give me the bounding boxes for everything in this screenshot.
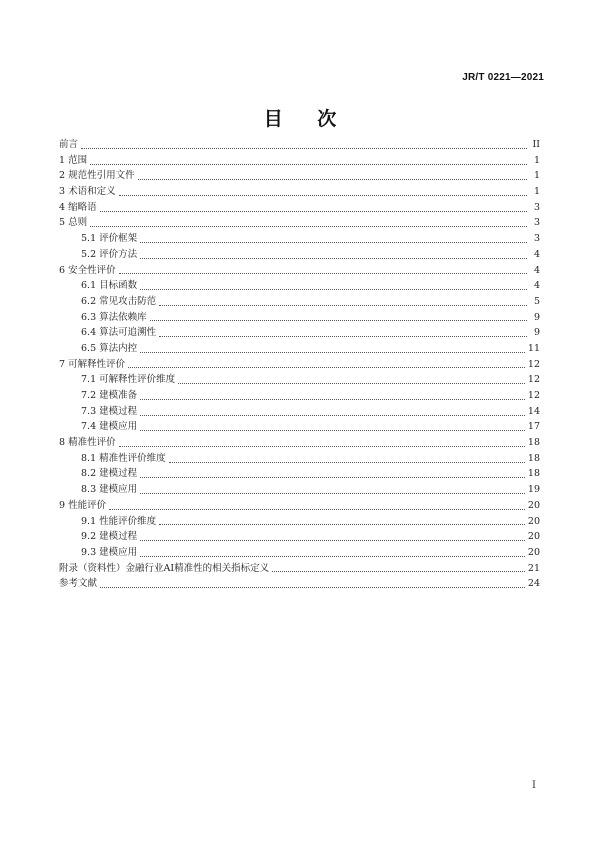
dot-leader	[159, 335, 527, 337]
toc-entry-page: 4	[533, 264, 540, 276]
dot-leader	[150, 319, 527, 321]
dot-leader	[140, 539, 525, 541]
toc-entry-page: 1	[533, 170, 540, 182]
toc-entry[interactable]	[59, 263, 540, 279]
dot-leader	[128, 366, 525, 368]
toc-entry-page: 12	[527, 374, 540, 386]
toc-entry[interactable]	[59, 310, 540, 326]
toc-entry[interactable]	[59, 231, 540, 247]
toc-entry-page: 3	[533, 217, 540, 229]
toc-entry-page: 12	[527, 358, 540, 370]
dot-leader	[140, 414, 525, 416]
toc-entry-label: 8.3 建模应用	[81, 484, 138, 496]
toc-entry[interactable]	[59, 137, 540, 153]
toc-entry-label: 6 安全性评价	[59, 264, 116, 276]
toc-entry-label: 前言	[59, 139, 79, 150]
page-number: I	[532, 780, 536, 791]
toc-entry-label: 9.2 建模过程	[81, 531, 138, 543]
toc-entry[interactable]	[59, 514, 540, 530]
dot-leader	[140, 241, 527, 243]
toc-entry-label: 附录（资料性）金融行业AI精准性的相关指标定义	[59, 562, 270, 574]
toc-entry-label: 5.2 评价方法	[81, 248, 138, 260]
toc-entry-label: 6.4 算法可追溯性	[81, 327, 157, 339]
page-title: 目 次	[263, 108, 351, 130]
toc-entry-label: 7.4 建模应用	[81, 421, 138, 433]
dot-leader	[119, 272, 527, 274]
toc-entry-page: 20	[527, 515, 540, 527]
toc-entry-label: 1 范围	[59, 154, 88, 166]
toc-entry-label: 8.2 建模过程	[81, 468, 138, 480]
toc-entry[interactable]	[59, 466, 540, 482]
toc-entry-page: 20	[527, 546, 540, 558]
toc-entry[interactable]	[59, 498, 540, 514]
dot-leader	[159, 304, 527, 306]
toc-entry[interactable]	[59, 325, 540, 341]
toc-entry-label: 9 性能评价	[59, 499, 107, 511]
dot-leader	[90, 163, 527, 165]
toc-entry-page: 1	[533, 186, 540, 198]
toc-entry-label: 2 规范性引用文件	[59, 170, 135, 182]
toc-entry-label: 6.2 常见攻击防范	[81, 295, 157, 307]
toc-entry-label: 9.3 建模应用	[81, 546, 138, 558]
toc-entry[interactable]	[59, 357, 540, 373]
dot-leader	[90, 225, 527, 227]
toc-entry-label: 8.1 精准性评价维度	[81, 452, 166, 464]
toc-entry[interactable]	[59, 278, 540, 294]
dot-leader	[119, 445, 525, 447]
toc-entry[interactable]	[59, 576, 540, 592]
dot-leader	[81, 147, 527, 149]
toc-entry-page: 9	[533, 327, 540, 339]
toc-entry[interactable]	[59, 482, 540, 498]
toc-entry-page: 20	[527, 531, 540, 543]
toc-entry-label: 9.1 性能评价维度	[81, 515, 157, 527]
toc-entry-label: 7.3 建模过程	[81, 405, 138, 417]
toc-entry-label: 5.1 评价框架	[81, 233, 138, 245]
document-code: JR/T 0221—2021	[462, 72, 544, 83]
dot-leader	[140, 476, 525, 478]
toc-entry-page: 24	[527, 578, 540, 590]
toc-entry-page: 9	[533, 311, 540, 323]
toc-entry[interactable]	[59, 247, 540, 263]
dot-leader	[272, 570, 525, 572]
toc-entry-page: II	[532, 139, 540, 150]
dot-leader	[140, 257, 527, 259]
toc-entry[interactable]	[59, 529, 540, 545]
toc-entry-label: 7 可解释性评价	[59, 358, 126, 370]
toc-entry[interactable]	[59, 215, 540, 231]
toc-entry-page: 3	[533, 201, 540, 213]
toc-entry[interactable]	[59, 341, 540, 357]
toc-entry-label: 7.1 可解释性评价维度	[81, 374, 176, 386]
toc-entry-page: 4	[533, 280, 540, 292]
toc-entry-label: 8 精准性评价	[59, 437, 116, 449]
dot-leader	[159, 523, 525, 525]
toc-entry-label: 5 总则	[59, 217, 88, 229]
dot-leader	[138, 178, 527, 180]
dot-leader	[119, 194, 527, 196]
toc-entry-page: 18	[527, 437, 540, 449]
dot-leader	[178, 382, 525, 384]
dot-leader	[169, 461, 525, 463]
toc-entry-label: 7.2 建模准备	[81, 390, 138, 401]
toc-entry-page: 20	[527, 499, 540, 511]
toc-entry[interactable]	[59, 388, 540, 404]
toc-entry-label: 参考文献	[59, 578, 98, 590]
toc-entry-label: 3 术语和定义	[59, 186, 116, 198]
toc-entry[interactable]	[59, 545, 540, 561]
toc-entry-page: 12	[527, 390, 540, 401]
toc-entry-page: 5	[533, 295, 540, 307]
toc-entry-page: 3	[533, 233, 540, 245]
toc-entry-page: 21	[527, 562, 540, 574]
dot-leader	[140, 398, 525, 400]
toc-entry[interactable]	[59, 184, 540, 200]
dot-leader	[140, 555, 525, 557]
dot-leader	[109, 508, 525, 510]
toc-entry[interactable]	[59, 451, 540, 467]
toc-entry-label: 6.5 算法内控	[81, 342, 138, 354]
toc-entry[interactable]	[59, 153, 540, 169]
toc-entry[interactable]	[59, 294, 540, 310]
toc-entry-page: 14	[527, 405, 540, 417]
dot-leader	[140, 351, 525, 353]
toc-entry[interactable]	[59, 435, 540, 451]
toc-entry[interactable]	[59, 404, 540, 420]
dot-leader	[100, 586, 525, 588]
dot-leader	[140, 429, 525, 431]
toc-entry[interactable]	[59, 372, 540, 388]
dot-leader	[140, 492, 525, 494]
toc-entry-label: 6.3 算法依赖库	[81, 311, 147, 323]
toc-entry[interactable]	[59, 200, 540, 216]
toc-entry[interactable]	[59, 419, 540, 435]
toc-entry-page: 19	[527, 484, 540, 496]
toc-entry-page: 1	[533, 154, 540, 166]
dot-leader	[100, 210, 527, 212]
dot-leader	[140, 288, 527, 290]
toc-entry-label: 4 缩略语	[59, 201, 97, 213]
table-of-contents	[59, 137, 540, 592]
toc-entry-page: 4	[533, 248, 540, 260]
toc-entry-page: 11	[527, 342, 540, 354]
toc-entry[interactable]	[59, 168, 540, 184]
toc-entry-page: 18	[527, 468, 540, 480]
toc-entry-page: 17	[527, 421, 540, 433]
toc-entry[interactable]	[59, 561, 540, 577]
toc-entry-page: 18	[527, 452, 540, 464]
toc-entry-label: 6.1 目标函数	[81, 280, 138, 292]
